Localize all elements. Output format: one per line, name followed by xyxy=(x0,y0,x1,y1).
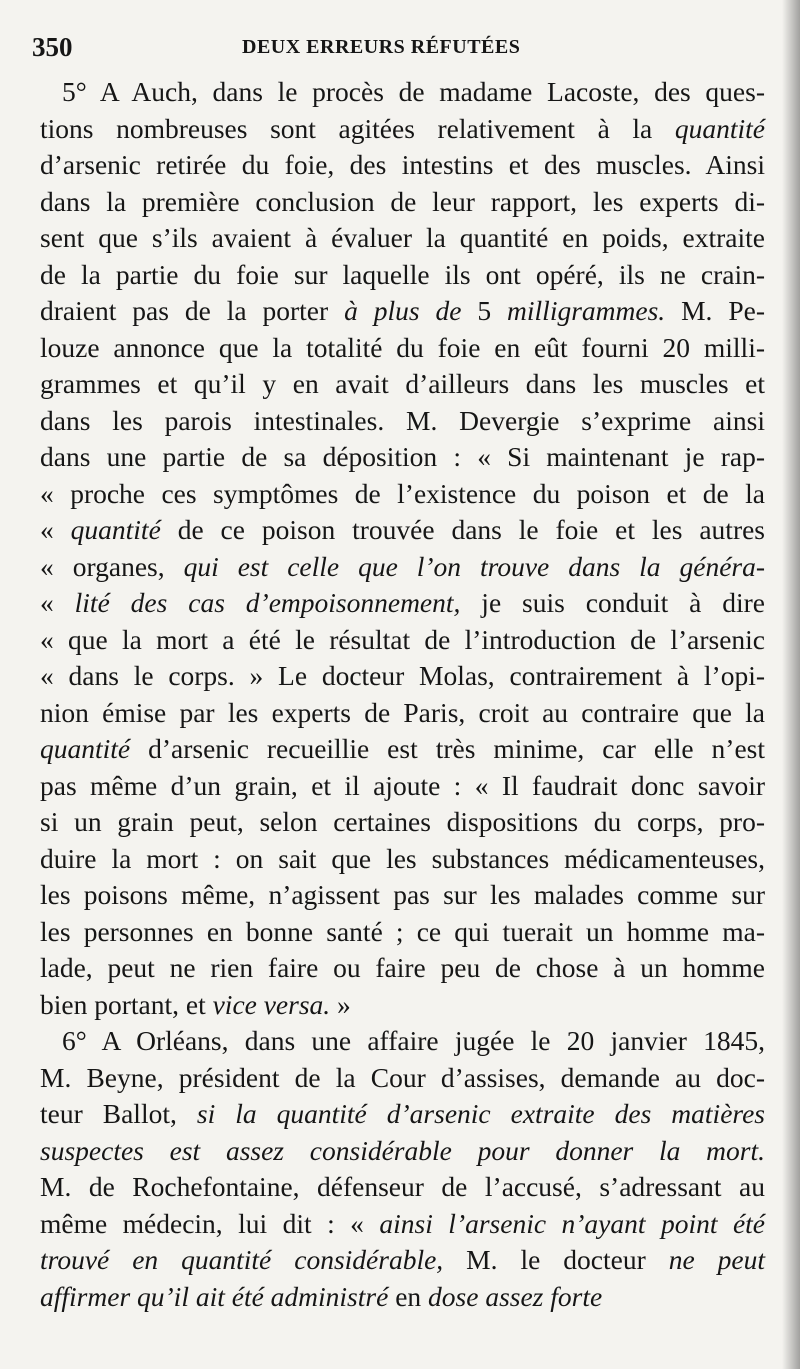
italic-run: ainsi l’arsenic n’ayant point été xyxy=(379,1207,765,1239)
text-line xyxy=(40,987,765,1024)
running-title: DEUX ERREURS RÉFUTÉES xyxy=(242,36,521,58)
text-run: pas même d’un grain, et il ajoute : « Il faudrait donc savoir xyxy=(40,769,765,801)
body-text xyxy=(40,74,765,1315)
text-run: les poisons même, n’agissent pas sur les malades comme sur xyxy=(40,879,765,910)
italic-run: trouvé en quantité considérable, xyxy=(40,1244,444,1275)
text-run: 6° A Orléans, dans une affaire jugée le 20 janvier 1845, xyxy=(62,1025,765,1056)
text-line xyxy=(40,257,765,294)
text-run: « organes, xyxy=(40,550,184,582)
text-run: même médecin, lui dit : « xyxy=(40,1207,380,1239)
text-run: « que la mort a été le résultat de l’introduction de l’arsenic xyxy=(40,623,765,655)
text-line xyxy=(40,695,765,732)
text-line xyxy=(40,111,765,148)
text-run: « xyxy=(40,587,75,618)
text-run: » xyxy=(330,988,351,1020)
text-run: louze annonce que la totalité du foie en eût fourni 20 milli- xyxy=(40,331,765,363)
text-run: grammes et qu’il y en avait d’ailleurs dans les muscles et xyxy=(40,368,765,399)
text-line xyxy=(40,804,765,841)
text-line xyxy=(40,622,765,659)
italic-run: vice versa. xyxy=(212,988,331,1020)
text-run: dans une partie de sa déposition : « Si maintenant je rap- xyxy=(40,441,765,472)
text-run: M. Pe- xyxy=(665,295,765,326)
text-line xyxy=(40,74,765,111)
text-run: les personnes en bonne santé ; ce qui tuerait un homme ma- xyxy=(40,915,765,947)
italic-run: quantité xyxy=(40,733,131,764)
text-line xyxy=(40,549,765,586)
text-line xyxy=(40,1206,765,1243)
text-line xyxy=(40,658,765,695)
text-line xyxy=(40,877,765,914)
italic-run: si la quantité d’arsenic extraite des matières xyxy=(196,1098,765,1129)
text-line xyxy=(40,731,765,768)
text-line xyxy=(40,1060,765,1097)
italic-run: milligrammes. xyxy=(507,295,666,326)
text-run: de la partie du foie sur laquelle ils ont opéré, ils ne crain- xyxy=(40,258,765,290)
text-line xyxy=(40,841,765,878)
text-line xyxy=(40,512,765,549)
text-run: 5° A Auch, dans le procès de madame Lacoste, des ques- xyxy=(62,76,765,107)
running-head xyxy=(30,32,770,72)
text-run: M. de Rochefontaine, défenseur de l’accusé, s’adressant au xyxy=(40,1171,765,1202)
italic-run: suspectes est assez considérable pour donner la mort. xyxy=(40,1134,765,1166)
text-run: « dans le corps. » Le docteur Molas, contrairement à l’opi- xyxy=(40,660,765,691)
italic-run: qui est celle que l’on trouve dans la généra- xyxy=(183,550,766,582)
text-line xyxy=(40,403,765,440)
text-run: d’arsenic retirée du foie, des intestins et des muscles. Ainsi xyxy=(40,149,765,180)
text-run: si un grain peut, selon certaines dispositions du corps, pro- xyxy=(40,806,765,837)
text-run: 5 xyxy=(461,295,508,326)
text-run: en xyxy=(388,1280,429,1312)
text-line xyxy=(40,1242,765,1279)
text-run: d’arsenic recueillie est très minime, car elle n’est xyxy=(130,733,765,764)
text-line xyxy=(40,1133,765,1170)
text-run: tions nombreuses sont agitées relativement à la xyxy=(40,112,675,144)
text-run: draient pas de la porter xyxy=(40,295,345,326)
text-line xyxy=(40,439,765,476)
text-line xyxy=(40,330,765,367)
italic-run: lité des cas d’empoisonnement, xyxy=(74,587,461,618)
italic-run: quantité xyxy=(70,514,161,545)
page-number: 350 xyxy=(32,32,73,62)
text-run: dans les parois intestinales. M. Devergie s’exprime ainsi xyxy=(40,404,765,436)
text-run: « proche ces symptômes de l’existence du poison et de la xyxy=(40,477,765,509)
text-line xyxy=(40,1023,765,1060)
text-run: bien portant, et xyxy=(40,988,213,1020)
italic-run: à plus de xyxy=(344,295,462,326)
text-line xyxy=(40,950,765,987)
text-run: nion émise par les experts de Paris, croit au contraire que la xyxy=(40,696,765,728)
italic-run: dose assez forte xyxy=(428,1280,603,1312)
text-run: teur Ballot, xyxy=(40,1098,197,1129)
scan-shadow-edge xyxy=(782,0,800,1369)
text-run: dans la première conclusion de leur rapport, les experts di- xyxy=(40,185,765,217)
text-line xyxy=(40,768,765,805)
italic-run: quantité xyxy=(674,112,765,144)
text-line xyxy=(40,1279,765,1316)
text-line xyxy=(40,1169,765,1206)
text-line xyxy=(40,293,765,330)
text-line xyxy=(40,366,765,403)
text-run: lade, peut ne rien faire ou faire peu de chose à un homme xyxy=(40,952,765,983)
text-run: de ce poison trouvée dans le foie et les autres xyxy=(160,514,766,545)
text-run: M. Beyne, président de la Cour d’assises, demande au doc- xyxy=(40,1061,765,1093)
text-run: je suis conduit à dire xyxy=(460,587,765,618)
text-run: sent que s’ils avaient à évaluer la quantité en poids, extraite xyxy=(40,222,765,253)
text-line xyxy=(40,1096,765,1133)
text-run: M. le docteur xyxy=(443,1244,669,1275)
text-line xyxy=(40,914,765,951)
text-line xyxy=(40,147,765,184)
text-line xyxy=(40,220,765,257)
text-line xyxy=(40,184,765,221)
text-line xyxy=(40,585,765,622)
text-run: duire la mort : on sait que les substances médicamenteuses, xyxy=(40,842,765,874)
italic-run: ne peut xyxy=(668,1244,765,1275)
text-run: « xyxy=(40,514,71,545)
text-line xyxy=(40,476,765,513)
italic-run: affirmer qu’il ait été administré xyxy=(40,1280,389,1312)
